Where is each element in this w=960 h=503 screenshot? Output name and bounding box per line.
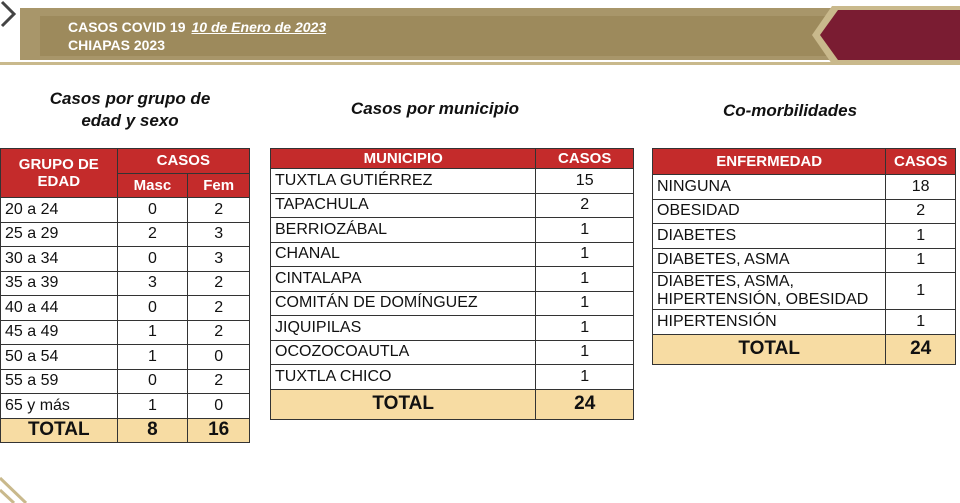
enfermedad-name-cell xyxy=(653,273,886,310)
age-sex-table xyxy=(0,148,250,443)
total-male: 8 xyxy=(117,418,188,443)
table-row xyxy=(1,345,250,370)
enfermedad-name-line: HIPERTENSIÓN xyxy=(657,312,777,330)
total-row xyxy=(271,389,634,419)
enfermedad-name-line: DIABETES xyxy=(657,226,737,244)
table-row xyxy=(271,218,634,243)
total-label: TOTAL xyxy=(1,418,118,443)
municipio-name-cell: TAPACHULA xyxy=(271,193,536,218)
enfermedad-cases-cell: 1 xyxy=(886,310,956,335)
municipio-cases-cell: 2 xyxy=(536,193,634,218)
table-row xyxy=(271,316,634,341)
col-header-cases: CASOS xyxy=(117,149,249,174)
comorbid-title: Co-morbilidades xyxy=(722,101,858,120)
table-row xyxy=(271,291,634,316)
municipio-cases-cell: 1 xyxy=(536,267,634,292)
female-cases-cell: 2 xyxy=(188,320,250,345)
enfermedad-cases-cell: 1 xyxy=(886,224,956,249)
female-cases-cell: 2 xyxy=(188,369,250,394)
enfermedad-name-cell xyxy=(653,199,886,224)
municipio-name-cell: CINTALAPA xyxy=(271,267,536,292)
male-cases-cell: 0 xyxy=(117,198,188,223)
total-row xyxy=(653,334,956,364)
male-cases-cell: 2 xyxy=(117,222,188,247)
enfermedad-name-line: HIPERTENSIÓN, OBESIDAD xyxy=(657,291,869,308)
municipio-name-cell: OCOZOCOAUTLA xyxy=(271,340,536,365)
municipio-cases-cell: 1 xyxy=(536,365,634,390)
female-cases-cell: 0 xyxy=(188,345,250,370)
table-row xyxy=(653,310,956,335)
header-badge-decoration xyxy=(812,6,960,64)
municipio-name-cell: TUXTLA CHICO xyxy=(271,365,536,390)
female-cases-cell: 2 xyxy=(188,271,250,296)
table-row xyxy=(271,193,634,218)
municipio-name-cell: CHANAL xyxy=(271,242,536,267)
col-header-female: Fem xyxy=(188,173,250,198)
table-row xyxy=(271,169,634,194)
table-row xyxy=(271,340,634,365)
municipio-cases-cell: 1 xyxy=(536,340,634,365)
female-cases-cell: 2 xyxy=(188,198,250,223)
col-header-cases: CASOS xyxy=(536,149,634,169)
age-group-cell: 40 a 44 xyxy=(1,296,118,321)
enfermedad-name-cell xyxy=(653,310,886,335)
municipio-name-cell: BERRIOZÁBAL xyxy=(271,218,536,243)
female-cases-cell: 0 xyxy=(188,394,250,419)
header-date: 10 de Enero de 2023 xyxy=(191,19,327,35)
age-group-cell: 65 y más xyxy=(1,394,118,419)
col-header-municipio: MUNICIPIO xyxy=(271,149,536,169)
enfermedad-cases-cell: 1 xyxy=(886,273,956,310)
col-header-group xyxy=(1,149,118,198)
age-sex-title-line1: Casos por grupo de xyxy=(49,89,211,108)
table-row xyxy=(271,242,634,267)
table-row xyxy=(653,175,956,200)
municipio-cases-cell: 1 xyxy=(536,291,634,316)
table-row xyxy=(1,394,250,419)
table-row xyxy=(653,273,956,310)
header-subtitle: CHIAPAS 2023 xyxy=(68,37,166,53)
enfermedad-name-cell xyxy=(653,224,886,249)
municipio-cases-cell: 15 xyxy=(536,169,634,194)
table-row xyxy=(653,248,956,273)
header-text xyxy=(68,18,326,54)
col-header-group-line1: GRUPO DE xyxy=(18,156,99,173)
table-row xyxy=(1,296,250,321)
footer-stripe-decoration xyxy=(0,470,40,503)
table-row xyxy=(1,271,250,296)
age-sex-title-line2: edad y sexo xyxy=(81,111,179,130)
age-group-cell: 25 a 29 xyxy=(1,222,118,247)
male-cases-cell: 0 xyxy=(117,296,188,321)
total-label: TOTAL xyxy=(653,334,886,364)
enfermedad-cases-cell: 1 xyxy=(886,248,956,273)
age-group-cell: 20 a 24 xyxy=(1,198,118,223)
male-cases-cell: 0 xyxy=(117,247,188,272)
female-cases-cell: 3 xyxy=(188,247,250,272)
table-row xyxy=(271,365,634,390)
table-row xyxy=(653,199,956,224)
table-row xyxy=(653,224,956,249)
total-value: 24 xyxy=(536,389,634,419)
male-cases-cell: 1 xyxy=(117,394,188,419)
municipio-table xyxy=(270,148,634,420)
table-row xyxy=(1,369,250,394)
age-group-cell: 55 a 59 xyxy=(1,369,118,394)
male-cases-cell: 1 xyxy=(117,320,188,345)
col-header-cases: CASOS xyxy=(886,149,956,175)
col-header-male: Masc xyxy=(117,173,188,198)
total-value: 24 xyxy=(886,334,956,364)
table-row xyxy=(1,198,250,223)
enfermedad-cases-cell: 2 xyxy=(886,199,956,224)
municipio-name-cell: COMITÁN DE DOMÍNGUEZ xyxy=(271,291,536,316)
total-female: 16 xyxy=(188,418,250,443)
col-header-group-line2: EDAD xyxy=(37,173,81,190)
municipio-cases-cell: 1 xyxy=(536,218,634,243)
col-header-enfermedad: ENFERMEDAD xyxy=(653,149,886,175)
table-row xyxy=(1,320,250,345)
age-group-cell: 30 a 34 xyxy=(1,247,118,272)
enfermedad-name-line: OBESIDAD xyxy=(657,202,740,220)
municipio-cases-cell: 1 xyxy=(536,242,634,267)
enfermedad-name-line: NINGUNA xyxy=(657,177,731,195)
male-cases-cell: 3 xyxy=(117,271,188,296)
municipio-cases-cell: 1 xyxy=(536,316,634,341)
male-cases-cell: 1 xyxy=(117,345,188,370)
total-label: TOTAL xyxy=(271,389,536,419)
table-row xyxy=(1,222,250,247)
female-cases-cell: 3 xyxy=(188,222,250,247)
age-sex-title xyxy=(10,88,250,132)
age-group-cell: 35 a 39 xyxy=(1,271,118,296)
header-title: CASOS COVID 19 xyxy=(68,19,186,35)
male-cases-cell: 0 xyxy=(117,369,188,394)
table-row xyxy=(271,267,634,292)
female-cases-cell: 2 xyxy=(188,296,250,321)
enfermedad-name-cell xyxy=(653,175,886,200)
municipio-name-cell: JIQUIPILAS xyxy=(271,316,536,341)
enfermedad-name-line: DIABETES, ASMA xyxy=(657,251,790,269)
enfermedad-name-cell xyxy=(653,248,886,273)
municipio-title: Casos por municipio xyxy=(350,99,520,118)
age-group-cell: 50 a 54 xyxy=(1,345,118,370)
enfermedad-cases-cell: 18 xyxy=(886,175,956,200)
table-row xyxy=(1,247,250,272)
municipio-name-cell: TUXTLA GUTIÉRREZ xyxy=(271,169,536,194)
comorbid-table xyxy=(652,148,956,365)
age-group-cell: 45 a 49 xyxy=(1,320,118,345)
total-row xyxy=(1,418,250,443)
corner-chevron-decoration xyxy=(0,0,22,30)
enfermedad-name-line: DIABETES, ASMA, xyxy=(657,273,794,290)
